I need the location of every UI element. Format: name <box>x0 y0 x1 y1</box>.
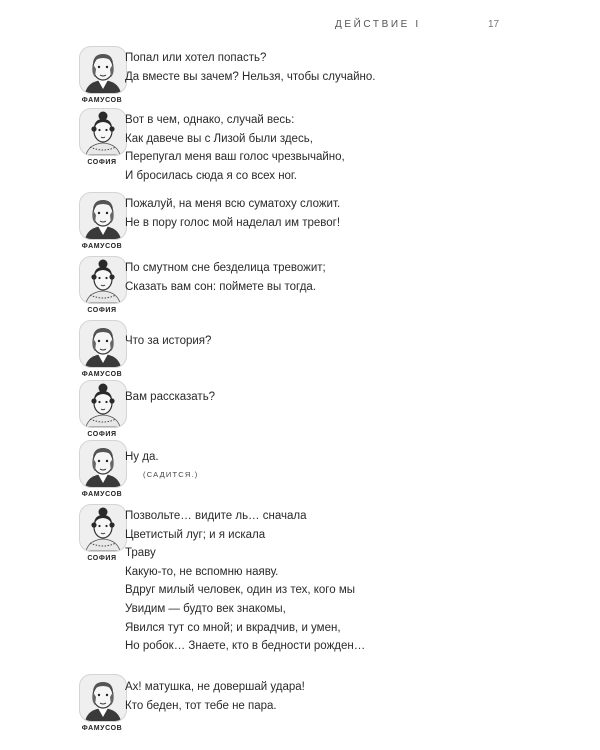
speaker <box>76 504 128 562</box>
speech-line: Перепугал меня ваш голос чрезвычайно, <box>125 151 345 164</box>
speech-line: Вам рассказать? <box>125 391 216 403</box>
speaker <box>76 192 128 250</box>
speaker <box>76 440 128 498</box>
speech-line: Цветистый луг; и я искала <box>125 528 266 541</box>
famusov-portrait-icon <box>79 440 127 488</box>
speech-lines <box>125 111 345 185</box>
speech-line: Какую-то, не вспомню наяву. <box>125 565 279 578</box>
speaker-name: ФАМУСОВ <box>81 491 123 498</box>
famusov-portrait-icon <box>79 320 127 368</box>
speaker <box>76 320 128 378</box>
speech-line: Кто беден, тот тебе не пара. <box>125 699 277 712</box>
speech-line: И бросилась сюда я со всех ног. <box>125 169 297 182</box>
speech-lines <box>125 507 365 656</box>
speech-line: Ах! матушка, не довершай удара! <box>125 681 305 693</box>
speech-lines <box>125 388 215 407</box>
speech-lines <box>125 49 375 86</box>
act-title: ДЕЙСТВИЕ I <box>335 19 421 30</box>
speech-line: Явился тут со мной; и вкрадчив, и умен, <box>125 621 341 634</box>
speech-line: Вдруг милый человек, один из тех, кого мы <box>125 584 356 597</box>
speech-line: Что за история? <box>125 335 212 347</box>
speaker-name: ФАМУСОВ <box>81 97 123 104</box>
sofia-portrait-icon <box>79 256 127 304</box>
speaker <box>76 674 128 732</box>
speaker-name: СОФИЯ <box>87 555 117 562</box>
famusov-portrait-icon <box>79 674 127 722</box>
speech-line: Попал или хотел попасть? <box>125 52 267 64</box>
speaker-name: ФАМУСОВ <box>81 243 123 250</box>
speaker <box>76 380 128 438</box>
speech-lines <box>125 332 211 351</box>
speaker-name: ФАМУСОВ <box>81 725 123 732</box>
speech-line: По смутном сне безделица тревожит; <box>125 262 326 274</box>
famusov-portrait-icon <box>79 46 127 94</box>
famusov-portrait-icon <box>79 192 127 240</box>
sofia-portrait-icon <box>79 504 127 552</box>
speech-line: Ну да. <box>125 451 159 463</box>
page-number: 17 <box>488 19 500 30</box>
speech-line: Пожалуй, на меня всю суматоху сложит. <box>125 198 341 210</box>
speech-line: Как давече вы с Лизой были здесь, <box>125 132 313 145</box>
speaker-name: СОФИЯ <box>87 431 117 438</box>
speaker <box>76 108 128 166</box>
speaker <box>76 46 128 104</box>
speech-line: Не в пору голос мой наделал им тревог! <box>125 216 341 229</box>
page-header <box>0 19 600 33</box>
speaker-name: ФАМУСОВ <box>81 371 123 378</box>
sofia-portrait-icon <box>79 380 127 428</box>
speech-lines <box>125 195 340 232</box>
sofia-portrait-icon <box>79 108 127 156</box>
speaker <box>76 256 128 314</box>
speech-line: Позвольте… видите ль… сначала <box>125 510 307 522</box>
speech-line: Траву <box>125 547 156 560</box>
speech-line: Сказать вам сон: поймете вы тогда. <box>125 280 316 293</box>
speaker-name: СОФИЯ <box>87 159 117 166</box>
speech-line: Да вместе вы зачем? Нельзя, чтобы случайно. <box>125 70 376 83</box>
stage-direction: (САДИТСЯ.) <box>143 469 199 479</box>
speech-line: Увидим — будто век знакомы, <box>125 602 286 615</box>
speech-line: Но робок… Знаете, кто в бедности рожден… <box>125 640 366 653</box>
speech-line: Вот в чем, однако, случай весь: <box>125 114 295 126</box>
speaker-name: СОФИЯ <box>87 307 117 314</box>
speech-lines <box>125 259 326 296</box>
speech-lines <box>125 448 198 481</box>
speech-lines <box>125 678 305 715</box>
